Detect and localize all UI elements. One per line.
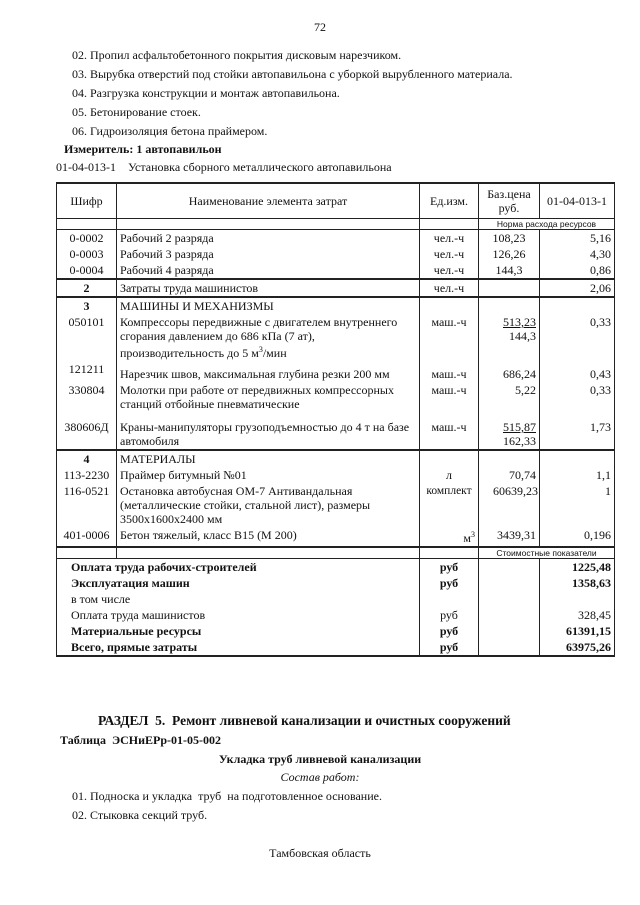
row-name: Краны-манипуляторы грузоподъемностью до 4 т на базе автомобиля xyxy=(117,412,420,450)
row-code: 113-2230 xyxy=(57,467,117,483)
row-price2: 144,3 xyxy=(509,329,536,343)
summary-name: в том числе xyxy=(57,591,420,607)
row-name: Затраты труда машинистов xyxy=(117,279,420,297)
summary-row xyxy=(57,575,615,591)
row-price-cell xyxy=(479,483,540,527)
row-name: Нарезчик швов, максимальная глубина резки 200 мм xyxy=(117,361,420,382)
table-title: Таблица ЭСНиЕРр-01-05-002 xyxy=(60,733,222,747)
row-norm: 0,86 xyxy=(540,262,615,279)
table-row xyxy=(57,412,615,450)
meter-label: Измеритель: 1 автопавильон xyxy=(64,142,222,156)
row-norm: 5,16 xyxy=(540,230,615,247)
row-price: 144,3 xyxy=(479,262,540,279)
work-item: 06. Гидроизоляция бетона праймером. xyxy=(72,124,268,138)
row-price: 5,22 xyxy=(515,383,536,397)
row-price: 686,24 xyxy=(503,367,536,381)
summary-row xyxy=(57,591,615,607)
row-price-cell xyxy=(479,314,540,361)
row-price-cell xyxy=(479,412,540,450)
page-footer: Тамбовская область xyxy=(269,846,371,860)
summary-value: 1225,48 xyxy=(540,559,615,576)
row-name: Рабочий 2 разряда xyxy=(117,230,420,247)
section-row-materials xyxy=(57,450,615,467)
row-code: 0-0002 xyxy=(57,230,117,247)
row-price-cell xyxy=(479,467,540,483)
row-norm: 1 xyxy=(540,483,615,527)
header-unit: Ед.изм. xyxy=(420,183,479,219)
row-price: 70,74 xyxy=(509,468,536,482)
row-price: 515,87 xyxy=(503,420,536,434)
table-row xyxy=(57,230,615,247)
table-row xyxy=(57,483,615,527)
row-name: Бетон тяжелый, класс В15 (М 200) xyxy=(117,527,420,547)
summary-row xyxy=(57,559,615,576)
header-price: Баз.цена руб. xyxy=(479,183,540,219)
row-code: 0-0003 xyxy=(57,246,117,262)
composition-item: 01. Подноска и укладка труб на подготовленное основание. xyxy=(72,789,382,803)
summary-row xyxy=(57,607,615,623)
table-row xyxy=(57,314,615,361)
row-price: 108,23 xyxy=(479,230,540,247)
table-row xyxy=(57,527,615,547)
row-price-cell xyxy=(479,527,540,547)
row-norm: 0,43 xyxy=(540,361,615,382)
summary-value: 1358,63 xyxy=(540,575,615,591)
summary-unit: руб xyxy=(420,623,479,639)
row-code: 121211 xyxy=(57,361,117,382)
table-row xyxy=(57,382,615,412)
summary-value: 328,45 xyxy=(540,607,615,623)
row-code: 330804 xyxy=(57,382,117,412)
row-norm: 4,30 xyxy=(540,246,615,262)
section-name: МАТЕРИАЛЫ xyxy=(117,450,420,467)
header-code: Шифр xyxy=(57,183,117,219)
section-code: 3 xyxy=(57,297,117,314)
summary-unit: руб xyxy=(420,639,479,656)
cost-label: Стоимостные показатели xyxy=(479,547,615,559)
cost-label-row xyxy=(57,547,615,559)
summary-name: Материальные ресурсы xyxy=(57,623,420,639)
row-name: Молотки при работе от передвижных компрессорных станций отбойные пневматические xyxy=(117,382,420,412)
composition-item: 02. Стыковка секций труб. xyxy=(72,808,208,822)
row-price: 126,26 xyxy=(479,246,540,262)
row-code: 116-0521 xyxy=(57,483,117,527)
row-name xyxy=(117,314,420,361)
summary-row xyxy=(57,639,615,656)
norm-code-title: 01-04-013-1 Установка сборного металлического автопавильона xyxy=(56,160,392,174)
row-norm: 0,33 xyxy=(540,382,615,412)
row-name: Рабочий 4 разряда xyxy=(117,262,420,279)
row-code: 401-0006 xyxy=(57,527,117,547)
row-name: Рабочий 3 разряда xyxy=(117,246,420,262)
section-name: МАШИНЫ И МЕХАНИЗМЫ xyxy=(117,297,420,314)
section-code: 4 xyxy=(57,450,117,467)
row-unit: маш.-ч xyxy=(420,382,479,412)
row-norm: 1,73 xyxy=(540,412,615,450)
row-name-text: Компрессоры передвижные с двигателем внутреннего сгорания давлением до 686 кПа (7 ат), производительность до 5 $м^3$/мин xyxy=(120,315,398,360)
summary-name: Оплата труда рабочих-строителей xyxy=(57,559,420,576)
header-name: Наименование элемента затрат xyxy=(117,183,420,219)
summary-name: Эксплуатация машин xyxy=(57,575,420,591)
row-unit: чел.-ч xyxy=(420,246,479,262)
norm-label: Норма расхода ресурсов xyxy=(479,219,615,230)
norm-label-row xyxy=(57,219,615,230)
row-norm: 0,196 xyxy=(540,527,615,547)
row-code: 2 xyxy=(57,279,117,297)
row-price2: 162,33 xyxy=(503,434,536,448)
work-item: 05. Бетонирование стоек. xyxy=(72,105,201,119)
table-row xyxy=(57,467,615,483)
row-unit: л xyxy=(420,467,479,483)
summary-unit: руб xyxy=(420,607,479,623)
summary-row xyxy=(57,623,615,639)
summary-name: Оплата труда машинистов xyxy=(57,607,420,623)
header-norm: 01-04-013-1 xyxy=(540,183,615,219)
row-unit: чел.-ч xyxy=(420,230,479,247)
row-unit: маш.-ч xyxy=(420,412,479,450)
row-code: 380606Д xyxy=(57,412,117,450)
row-name: Праймер битумный №01 xyxy=(117,467,420,483)
composition-title: Состав работ: xyxy=(280,770,360,784)
summary-value: 63975,26 xyxy=(540,639,615,656)
row-price: 3439,31 xyxy=(497,528,536,542)
subsection-title: Укладка труб ливневой канализации xyxy=(218,752,422,766)
table-row xyxy=(57,361,615,382)
page-number: 72 xyxy=(314,20,326,34)
row-price: 513,23 xyxy=(503,315,536,329)
row-unit: $м^3$ xyxy=(420,527,479,547)
work-item: 03. Вырубка отверстий под стойки автопавильона с уборкой вырубленного материала. xyxy=(72,67,513,81)
row-unit: чел.-ч xyxy=(420,262,479,279)
row-norm: 1,1 xyxy=(540,467,615,483)
row-unit: комплект xyxy=(420,483,479,527)
section-row-machines xyxy=(57,297,615,314)
summary-unit: руб xyxy=(420,575,479,591)
row-unit: маш.-ч xyxy=(420,314,479,361)
row-norm: 2,06 xyxy=(540,279,615,297)
row-code: 0-0004 xyxy=(57,262,117,279)
work-item: 04. Разгрузка конструкции и монтаж автопавильона. xyxy=(72,86,340,100)
row-norm: 0,33 xyxy=(540,314,615,361)
summary-name: Всего, прямые затраты xyxy=(57,639,420,656)
row-code: 050101 xyxy=(57,314,117,361)
section-title: РАЗДЕЛ 5. Ремонт ливневой канализации и очистных сооружений xyxy=(98,713,511,728)
resource-table xyxy=(56,182,615,657)
row-price-cell xyxy=(479,361,540,382)
summary-value: 61391,15 xyxy=(540,623,615,639)
table-row xyxy=(57,246,615,262)
row-name: Остановка автобусная ОМ-7 Антивандальная (металлические стойки, стальной лист), размеры 3500х1600х2400 мм xyxy=(117,483,420,527)
row-price-cell xyxy=(479,382,540,412)
row-unit: маш.-ч xyxy=(420,361,479,382)
table-row xyxy=(57,279,615,297)
table-row xyxy=(57,262,615,279)
work-item: 02. Пропил асфальтобетонного покрытия дисковым нарезчиком. xyxy=(72,48,402,62)
row-price: 60639,23 xyxy=(493,484,538,498)
summary-unit: руб xyxy=(420,559,479,576)
row-unit: чел.-ч xyxy=(420,279,479,297)
table-header-row xyxy=(57,183,615,219)
